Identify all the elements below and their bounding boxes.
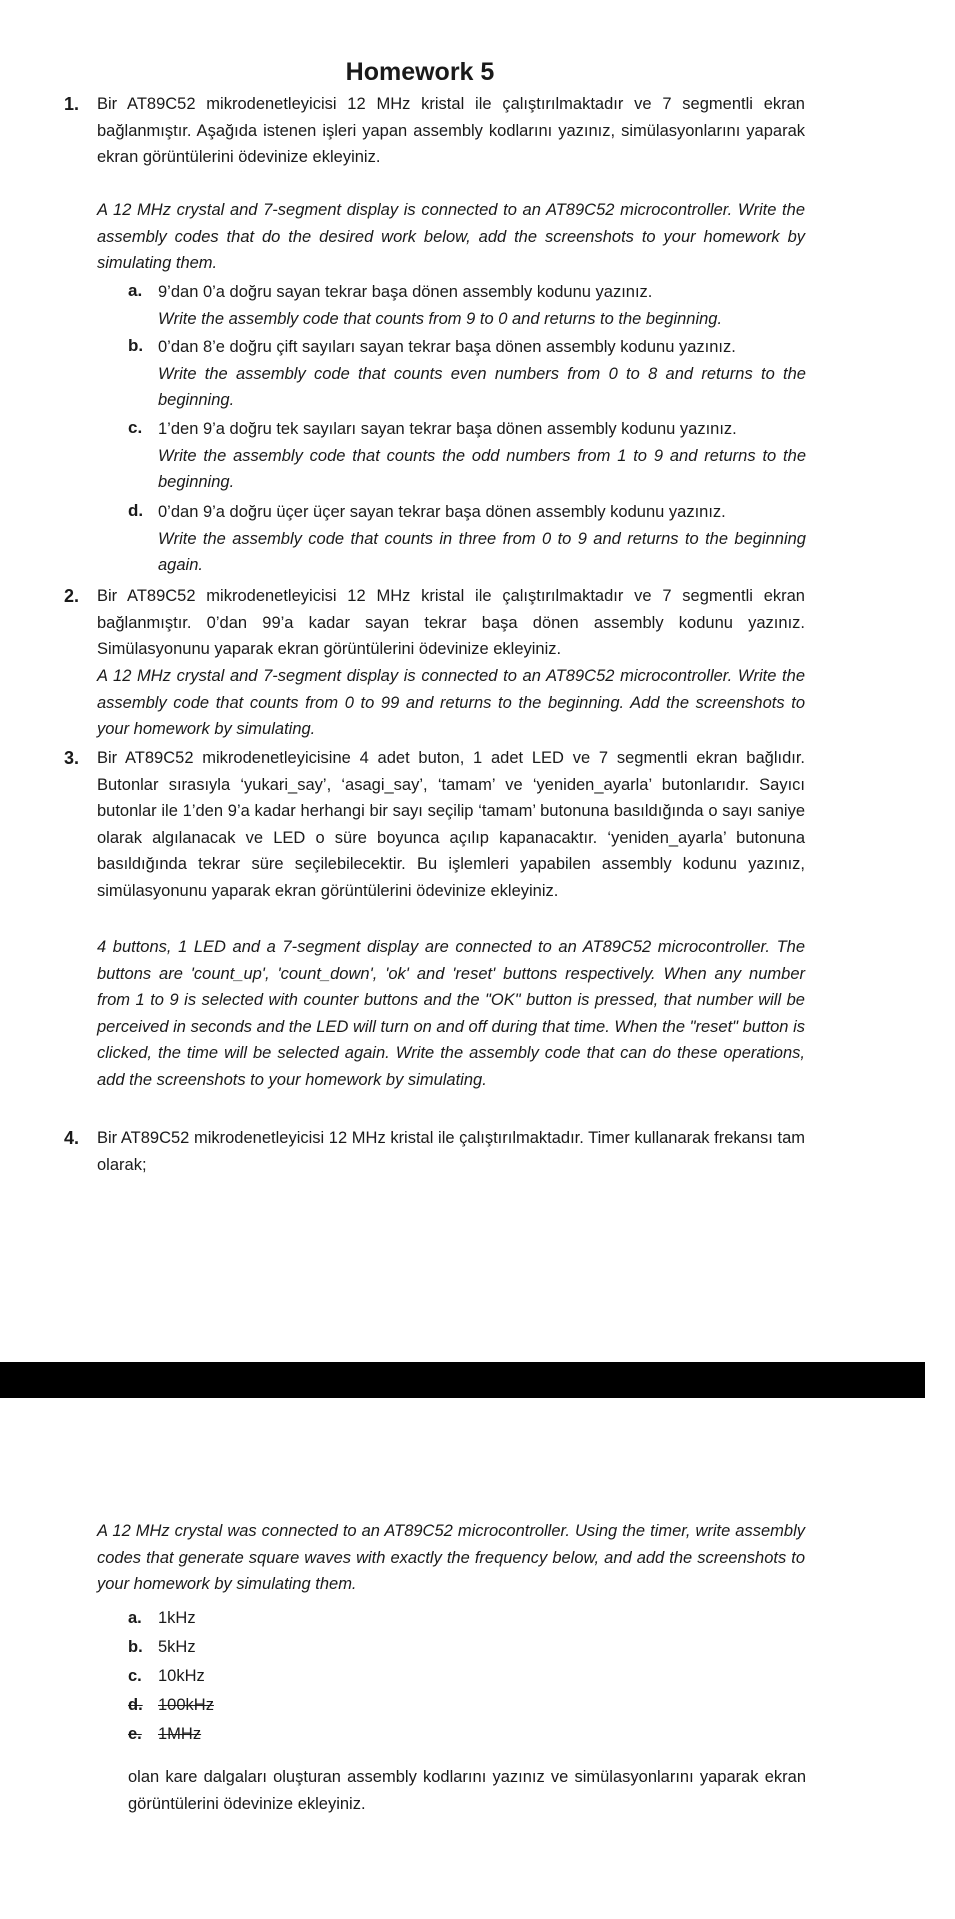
q1-text-en: A 12 MHz crystal and 7-segment display is connected to an AT89C52 microcontroller. Write the assembly codes that do the desired work below, add the screenshots to your homework by simulating them. xyxy=(97,201,805,272)
q1-text-tr: Bir AT89C52 mikrodenetleyicisi 12 MHz kristal ile çalıştırılmaktadır ve 7 segmentli ekran bağlanmıştır. Aşağıda istenen işleri yapan assembly kodlarını yazınız, simülasyonlarını yaparak ekran görüntülerini ödevinize ekleyiniz. xyxy=(97,95,805,166)
q1b-letter: b. xyxy=(128,336,144,355)
freq-b-letter: b. xyxy=(128,1638,143,1656)
q1c-text-en: Write the assembly code that counts the odd numbers from 1 to 9 and returns to the beginning. xyxy=(158,446,806,491)
document-page-2 xyxy=(0,1398,925,1919)
q1c-letter: c. xyxy=(128,418,143,437)
page-right-margin xyxy=(925,0,955,1919)
q4-number: 4. xyxy=(64,1128,80,1148)
freq-c-letter: c. xyxy=(128,1667,142,1685)
q1-number: 1. xyxy=(64,94,80,114)
q1c-text-tr: 1’den 9’a doğru tek sayıları sayan tekrar başa dönen assembly kodunu yazınız. xyxy=(158,420,737,438)
q4-closing-text: olan kare dalgaları oluşturan assembly kodlarını yazınız ve simülasyonlarını yaparak ekran görüntülerini ödevinize ekleyiniz. xyxy=(128,1768,806,1813)
q1b-text-tr: 0’dan 8’e doğru çift sayıları sayan tekrar başa dönen assembly kodunu yazınız. xyxy=(158,338,736,356)
freq-a-value: 1kHz xyxy=(158,1609,196,1627)
page-separator-band xyxy=(0,1362,955,1398)
freq-b-value: 5kHz xyxy=(158,1638,196,1656)
q1d-letter: d. xyxy=(128,501,144,520)
q1b-text-en: Write the assembly code that counts even numbers from 0 to 8 and returns to the beginning. xyxy=(158,364,806,409)
q1b-item xyxy=(158,334,806,414)
q1d-text-en: Write the assembly code that counts in three from 0 to 9 and returns to the beginning again. xyxy=(158,529,806,574)
freq-e-value: 1MHz xyxy=(158,1725,202,1743)
freq-d-letter: d. xyxy=(128,1696,143,1714)
page-title: Homework 5 xyxy=(345,58,495,86)
q1a-text-en: Write the assembly code that counts from 9 to 0 and returns to the beginning. xyxy=(158,309,723,328)
q2-text-en: A 12 MHz crystal and 7-segment display is connected to an AT89C52 microcontroller. Write the assembly code that counts from 0 to 99 and returns to the beginning. Add the screenshots to your homework by simulating. xyxy=(97,667,805,738)
freq-e-letter: e. xyxy=(128,1725,142,1743)
q4-text-tr: Bir AT89C52 mikrodenetleyicisi 12 MHz kristal ile çalıştırılmaktadır. Timer kullanarak frekansı tam olarak; xyxy=(97,1129,805,1174)
q1a-item xyxy=(158,279,806,332)
freq-d-value: 100kHz xyxy=(158,1696,214,1714)
q2-text-tr: Bir AT89C52 mikrodenetleyicisi 12 MHz kristal ile çalıştırılmaktadır ve 7 segmentli ekran bağlanmıştır. 0’dan 99’a kadar sayan tekrar başa dönen assembly kodunu yazınız. Simülasyonunu yaparak ekran görüntülerini ödevinize ekleyiniz. xyxy=(97,587,805,658)
q1a-letter: a. xyxy=(128,281,143,300)
q1a-text-tr: 9’dan 0’a doğru sayan tekrar başa dönen assembly kodunu yazınız. xyxy=(158,283,653,301)
q1c-item xyxy=(158,416,806,496)
q3-number: 3. xyxy=(64,748,80,768)
q3-text-tr: Bir AT89C52 mikrodenetleyicisine 4 adet buton, 1 adet LED ve 7 segmentli ekran bağlıdır. Butonlar sırasıyla ‘yukari_say’, ‘asagi_say’, ‘tamam’ ve ‘yeniden_ayarla’ butonlarıdır. Sayıcı butonlar ile 1’den 9’a kadar herhangi bir sayı seçilip ‘tamam’ butonuna basıldığında o sayı saniye olarak algılanacak ve LED o süre boyunca açılıp kapanacaktır. ‘yeniden_ayarla’ butonuna basıldığında tekrar süre seçilebilecektir. Bu işlemleri yapabilen assembly kodunu yazınız, simülasyonunu yaparak ekran görüntülerini ödevinize ekleyiniz. xyxy=(97,749,805,900)
freq-a-letter: a. xyxy=(128,1609,142,1627)
q1d-text-tr: 0’dan 9’a doğru üçer üçer sayan tekrar başa dönen assembly kodunu yazınız. xyxy=(158,503,726,521)
q1d-item xyxy=(158,499,806,579)
q3-text-en: 4 buttons, 1 LED and a 7-segment display are connected to an AT89C52 microcontroller. The buttons are 'count_up', 'count_down', 'ok' and 'reset' buttons respectively. When any number from 1 to 9 is selected with counter buttons and the "OK" button is pressed, that number will be perceived in seconds and the LED will turn on and off during that time. When the "reset" button is clicked, the time will be selected again. Write the assembly code that can do these operations, add the screenshots to your homework by simulating. xyxy=(97,938,805,1089)
q2-number: 2. xyxy=(64,586,80,606)
freq-c-value: 10kHz xyxy=(158,1667,205,1685)
q4-text-en: A 12 MHz crystal was connected to an AT89C52 microcontroller. Using the timer, write assembly codes that generate square waves with exactly the frequency below, and add the screenshots to your homework by simulating them. xyxy=(97,1522,805,1593)
